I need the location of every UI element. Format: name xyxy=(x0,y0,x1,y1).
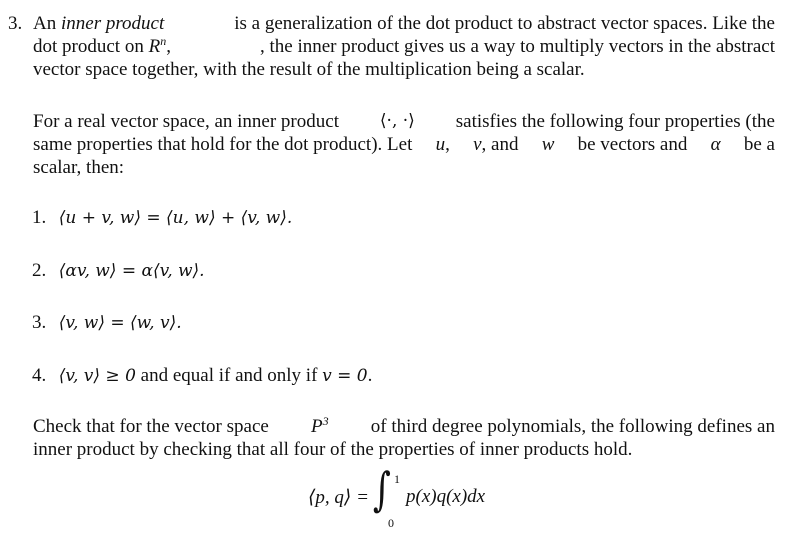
inner-product-notation: ⟨·, ·⟩ xyxy=(379,111,415,131)
formula-lhs: ⟨p, q⟩ = xyxy=(308,487,369,508)
p3-symbol: $P^3$ xyxy=(311,414,329,437)
check-line-2: inner product by checking that all four of the properties of inner products hold. xyxy=(33,439,633,460)
r-n-symbol: $R^n$ xyxy=(148,34,167,57)
props-intro-line-1: For a real vector space, an inner product ⟨·, ·⟩ satisfies the following four properties (the xyxy=(33,111,775,132)
props-intro-line-2: same properties that hold for the dot product). Let u, v, and w be vectors and α be a xyxy=(33,134,775,155)
check-line-1: Check that for the vector space $P^3$ of third degree polynomials, the following defines an xyxy=(33,414,775,437)
intro-prefix: An xyxy=(33,13,57,34)
property-item-1: 1. ⟨u + v, w⟩ = ⟨u, w⟩ + ⟨v, w⟩. xyxy=(32,207,293,228)
intro-line2-a: dot product on xyxy=(33,36,144,57)
inner-product-term: inner product xyxy=(60,13,165,34)
intro-line-3: vector space together, with the result of the multiplication being a scalar. xyxy=(33,59,585,80)
property-item-3: 3. ⟨v, w⟩ = ⟨w, v⟩. xyxy=(32,312,182,333)
property-item-4: 4. ⟨v, v⟩ ≥ 0 and equal if and only if v = 0. xyxy=(32,365,373,386)
integral-lower-limit: 0 xyxy=(388,516,394,530)
question-number: 3. xyxy=(8,13,23,34)
props-intro-line-3: scalar, then: xyxy=(33,157,125,178)
intro-line-1 xyxy=(33,12,775,35)
intro-line2-comma: , xyxy=(166,36,171,57)
integral-symbol: ∫ xyxy=(372,462,391,516)
property-item-2: 2. ⟨αv, w⟩ = α⟨v, w⟩. xyxy=(32,260,205,281)
intro-line-2 xyxy=(33,35,775,58)
formula-integrand: p(x)q(x)dx xyxy=(406,486,486,507)
intro-rest: is a generalization of the dot product to abstract vector spaces. Like the xyxy=(234,13,775,34)
intro-line2-b: , the inner product gives us a way to multiply vectors in the abstract xyxy=(260,36,775,57)
integral-upper-limit: 1 xyxy=(394,472,400,486)
